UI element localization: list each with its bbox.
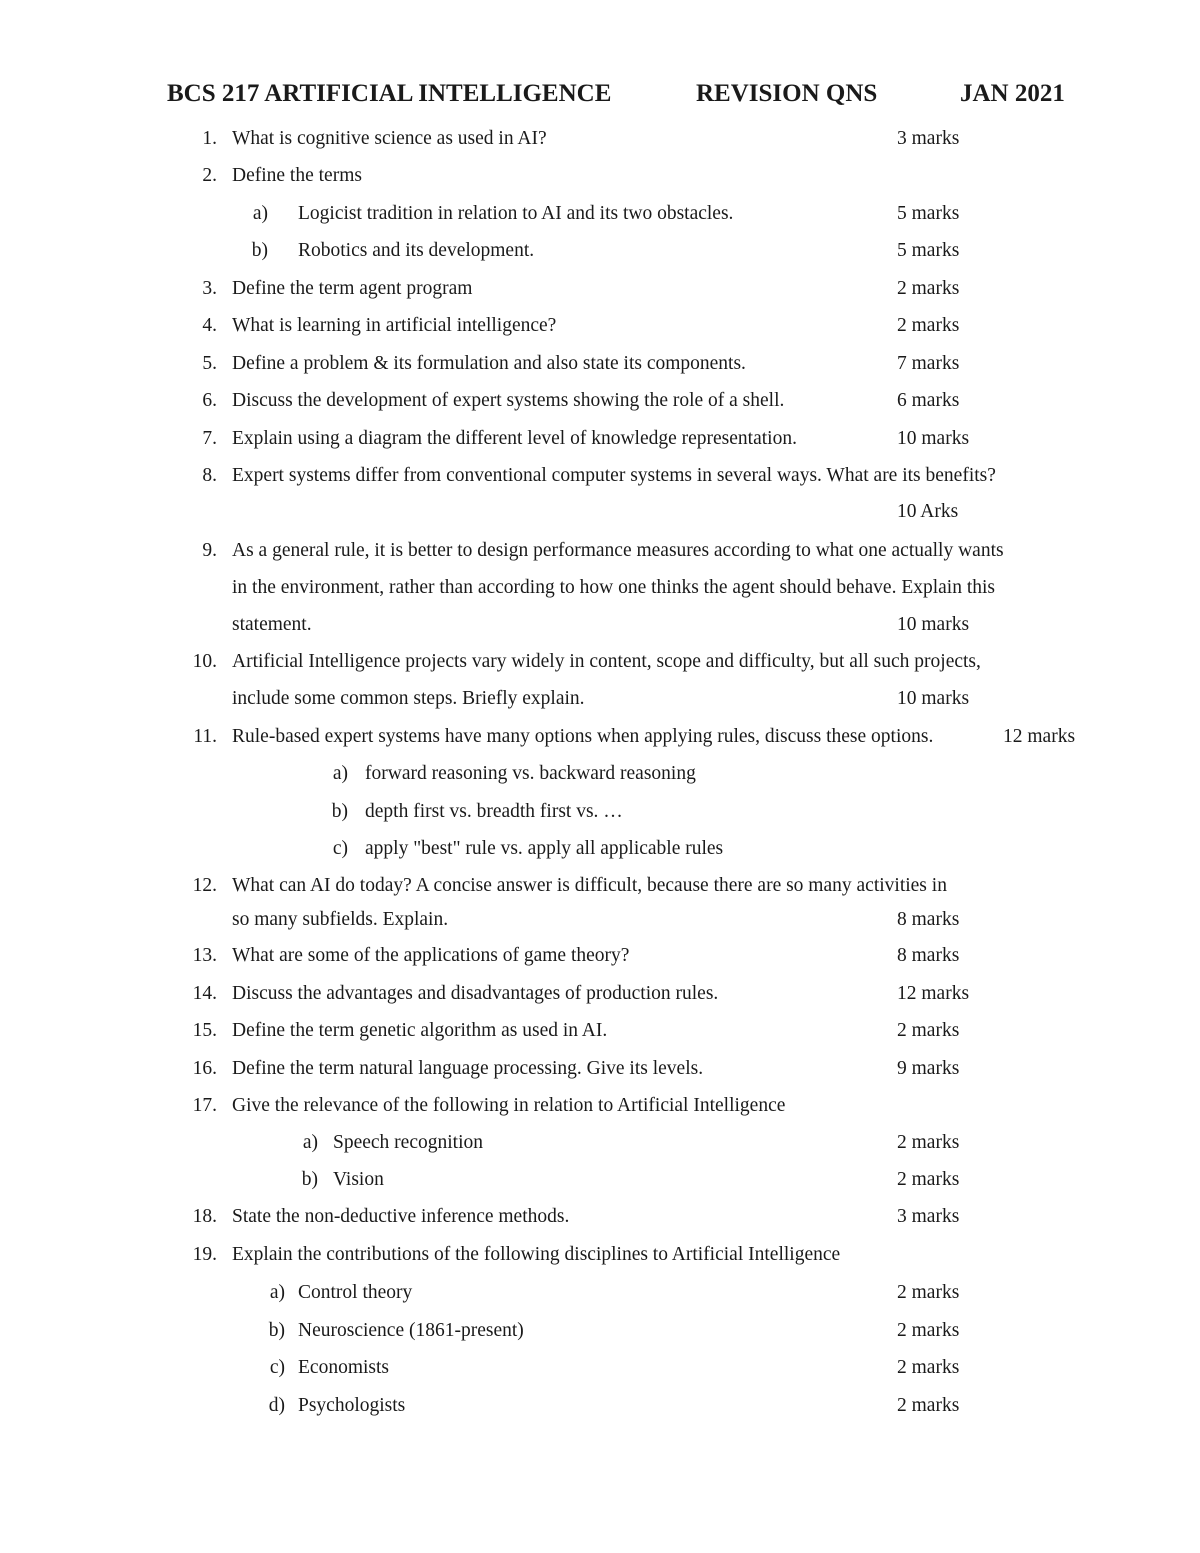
question-17 [0,1095,1200,1125]
part-letter: b) [301,1169,318,1190]
part-marks: 2 marks [897,1395,960,1416]
part-letter: c) [269,1357,285,1378]
question-19-part-b [0,1320,1200,1350]
question-text: Define the terms [232,165,362,186]
part-text: depth first vs. breadth first vs. … [365,801,623,822]
question-text: Define the term agent program [232,278,473,299]
question-number: 15. [192,1020,217,1041]
part-marks: 5 marks [897,203,960,224]
part-marks: 2 marks [897,1357,960,1378]
question-9-line-2 [0,577,1200,607]
question-text-line: in the environment, rather than according to how one thinks the agent should behave. Explain this [232,577,996,598]
question-text: Discuss the development of expert systems showing the role of a shell. [232,390,785,411]
question-19-part-c [0,1357,1200,1387]
question-text-line: What can AI do today? A concise answer is difficult, because there are so many activities in [232,875,947,896]
question-text-line: Artificial Intelligence projects vary widely in content, scope and difficulty, but all such projects, [232,651,981,672]
question-text-line: As a general rule, it is better to design performance measures according to what one actually wants [232,540,1004,561]
question-number: 12. [192,875,217,896]
question-marks: 2 marks [897,315,960,336]
question-marks: 10 marks [897,614,970,635]
question-marks: 6 marks [897,390,960,411]
part-text: Control theory [298,1282,413,1303]
question-17-part-b [0,1169,1200,1199]
question-text-line: statement. [232,614,312,635]
question-marks: 10 Arks [897,501,959,522]
question-number: 13. [192,945,217,966]
question-10-line-2 [0,688,1200,718]
question-text: Expert systems differ from conventional computer systems in several ways. What are its benefits? [232,465,996,486]
question-number: 18. [192,1206,217,1227]
question-number: 5. [202,353,217,374]
part-marks: 2 marks [897,1282,960,1303]
part-text: Robotics and its development. [298,240,535,261]
part-text: Neuroscience (1861-present) [298,1320,524,1341]
part-letter: a) [269,1282,285,1303]
question-marks: 8 marks [897,909,960,930]
document-type: REVISION QNS [696,80,878,107]
question-text: Define the term genetic algorithm as used in AI. [232,1020,608,1041]
question-number: 8. [202,465,217,486]
part-letter: a) [332,763,348,784]
question-text: What is cognitive science as used in AI? [232,128,547,149]
part-letter: a) [302,1132,318,1153]
question-number: 6. [202,390,217,411]
question-marks: 12 marks [1003,726,1076,747]
question-9 [0,540,1200,570]
part-text: Logicist tradition in relation to AI and its two obstacles. [298,203,734,224]
question-text-line: so many subfields. Explain. [232,909,449,930]
part-letter: c) [332,838,348,859]
question-10 [0,651,1200,681]
part-marks: 5 marks [897,240,960,261]
question-marks: 3 marks [897,128,960,149]
question-8 [0,465,1200,495]
question-text: Give the relevance of the following in relation to Artificial Intelligence [232,1095,786,1116]
part-letter: d) [268,1395,285,1416]
question-number: 14. [192,983,217,1004]
question-number: 19. [192,1244,217,1265]
question-marks: 7 marks [897,353,960,374]
question-12 [0,875,1200,905]
document-date: JAN 2021 [960,80,1065,107]
question-marks: 10 marks [897,688,970,709]
question-13 [0,945,1200,975]
question-3 [0,278,1200,308]
question-marks: 10 marks [897,428,970,449]
question-text: What is learning in artificial intelligence? [232,315,557,336]
question-text: Explain using a diagram the different level of knowledge representation. [232,428,797,449]
question-9-line-3 [0,614,1200,644]
question-6 [0,390,1200,420]
question-marks: 12 marks [897,983,970,1004]
part-text: Vision [333,1169,384,1190]
question-14 [0,983,1200,1013]
part-marks: 2 marks [897,1169,960,1190]
question-marks: 3 marks [897,1206,960,1227]
question-text: Define a problem & its formulation and also state its components. [232,353,746,374]
part-letter: b) [251,240,268,261]
course-title: BCS 217 ARTIFICIAL INTELLIGENCE [167,80,612,107]
question-4 [0,315,1200,345]
question-text: What are some of the applications of game theory? [232,945,630,966]
document-header [0,80,1200,114]
question-15 [0,1020,1200,1050]
question-marks: 8 marks [897,945,960,966]
question-11-part-c [0,838,1200,868]
question-number: 17. [192,1095,217,1116]
part-marks: 2 marks [897,1320,960,1341]
part-text: Speech recognition [333,1132,483,1153]
question-marks: 2 marks [897,278,960,299]
question-text-line: include some common steps. Briefly explain. [232,688,585,709]
question-11-part-a [0,763,1200,793]
part-text: forward reasoning vs. backward reasoning [365,763,696,784]
part-letter: a) [252,203,268,224]
question-text: Discuss the advantages and disadvantages of production rules. [232,983,719,1004]
question-8-marks-line [0,501,1200,531]
question-19-part-d [0,1395,1200,1425]
question-2-part-a [0,203,1200,233]
part-text: apply "best" rule vs. apply all applicable rules [365,838,724,859]
question-18 [0,1206,1200,1236]
question-5 [0,353,1200,383]
part-text: Economists [298,1357,389,1378]
question-12-line-2 [0,909,1200,939]
question-17-part-a [0,1132,1200,1162]
question-text: Rule-based expert systems have many options when applying rules, discuss these options. [232,726,934,747]
question-number: 16. [192,1058,217,1079]
question-7 [0,428,1200,458]
part-marks: 2 marks [897,1132,960,1153]
question-number: 7. [202,428,217,449]
question-19-part-a [0,1282,1200,1312]
question-text: Explain the contributions of the following disciplines to Artificial Intelligence [232,1244,841,1265]
question-number: 9. [202,540,217,561]
question-text: State the non-deductive inference methods. [232,1206,570,1227]
question-1 [0,128,1200,158]
part-text: Psychologists [298,1395,406,1416]
question-16 [0,1058,1200,1088]
question-number: 1. [202,128,217,149]
part-letter: b) [268,1320,285,1341]
question-number: 4. [202,315,217,336]
question-number: 10. [192,651,217,672]
question-number: 2. [202,165,217,186]
question-number: 11. [193,726,217,747]
question-11 [0,726,1200,756]
question-2-part-b [0,240,1200,270]
question-11-part-b [0,801,1200,831]
question-text: Define the term natural language processing. Give its levels. [232,1058,704,1079]
question-2 [0,165,1200,195]
question-number: 3. [202,278,217,299]
question-marks: 2 marks [897,1020,960,1041]
part-letter: b) [331,801,348,822]
question-marks: 9 marks [897,1058,960,1079]
question-19 [0,1244,1200,1274]
